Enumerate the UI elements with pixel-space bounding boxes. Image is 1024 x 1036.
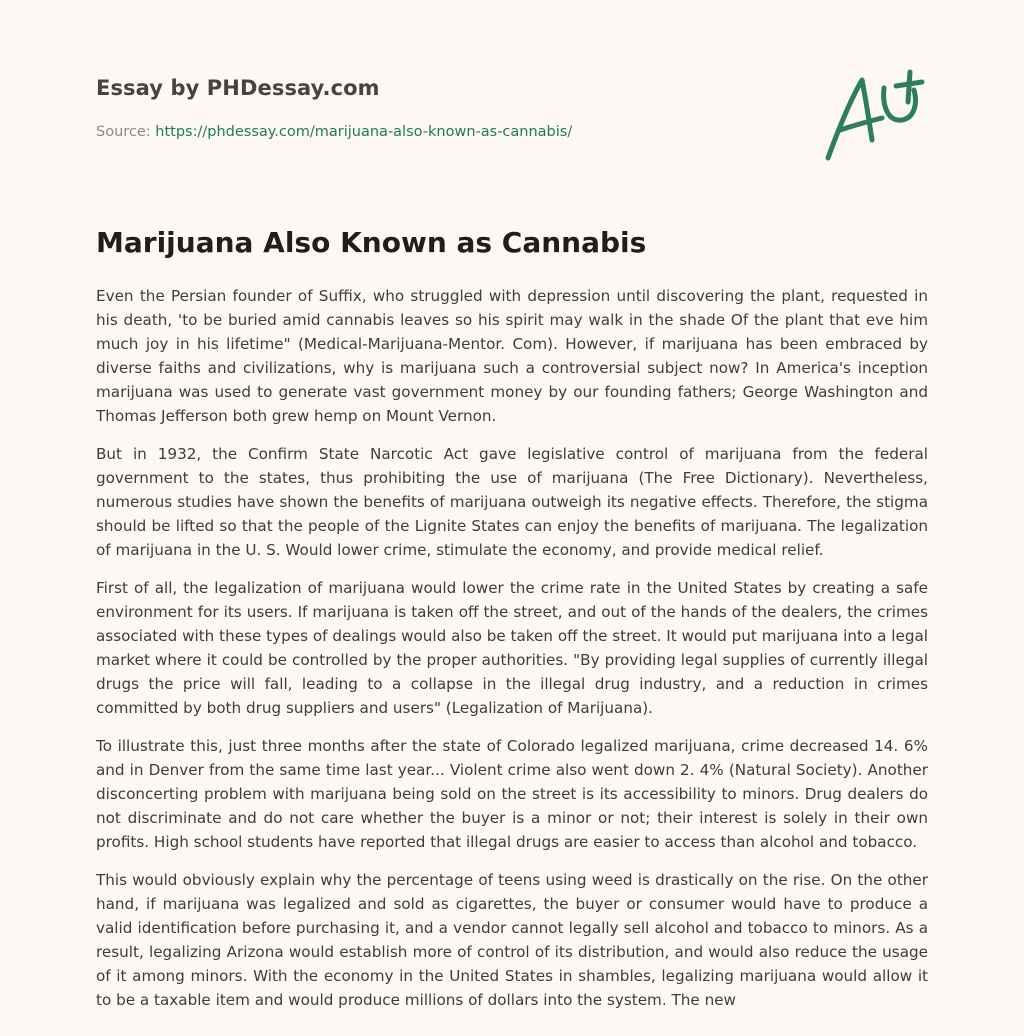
source-link[interactable]: https://phdessay.com/marijuana-also-known-as-cannabis/ (155, 124, 573, 140)
essay-paragraph: This would obviously explain why the percentage of teens using weed is drastically on the rise. On the other hand, if marijuana was legalized and sold as cigarettes, the buyer or consumer would have to produce a valid identification before purchasing it, and a vendor cannot legally sell alcohol and tobacco to minors. As a result, legalizing Arizona would establish more of control of its distribution, and would also reduce the usage of it among minors. With the economy in the United States in shambles, legalizing marijuana would allow it to be a taxable item and would produce millions of dollars into the system. The new (96, 871, 928, 1009)
source-line (96, 124, 572, 140)
source-label: Source: (96, 124, 151, 140)
essay-paragraph: First of all, the legalization of marijuana would lower the crime rate in the United States by creating a safe environment for its users. If marijuana is taken off the street, and out of the hands of the dealers, the crimes associated with these types of dealings would also be taken off the street. It would put marijuana into a legal market where it could be controlled by the proper authorities. "By providing legal supplies of currently illegal drugs the price will fall, leading to a collapse in the illegal drug industry, and a reduction in crimes committed by both drug suppliers and users" (Legalization of Marijuana). (96, 579, 928, 717)
page-header (96, 0, 928, 200)
site-brand: Essay by PHDessay.com (96, 76, 380, 100)
essay-paragraph: But in 1932, the Confirm State Narcotic Act gave legislative control of marijuana from the federal government to the states, thus prohibiting the use of marijuana (The Free Dictionary). Nevertheless, numerous studies have shown the benefits of marijuana outweigh its negative effects. Therefore, the stigma should be lifted so that the people of the Lignite States can enjoy the benefits of marijuana. The legalization of marijuana in the U. S. Would lower crime, stimulate the economy, and provide medical relief. (96, 445, 928, 559)
essay-body (96, 284, 928, 1026)
essay-title: Marijuana Also Known as Cannabis (96, 226, 647, 259)
a-plus-logo-icon (822, 66, 932, 166)
essay-paragraph: Even the Persian founder of Suffix, who struggled with depression until discovering the plant, requested in his death, 'to be buried amid cannabis leaves so his spirit may walk in the shade Of the plant that eve him much joy in his lifetime" (Medical-Marijuana-Mentor. Com). However, if marijuana has been embraced by diverse faiths and civilizations, why is marijuana such a controversial subject now? In America's inception marijuana was used to generate vast government money by our founding fathers; George Washington and Thomas Jefferson both grew hemp on Mount Vernon. (96, 287, 928, 425)
essay-paragraph: To illustrate this, just three months after the state of Colorado legalized marijuana, crime decreased 14. 6% and in Denver from the same time last year... Violent crime also went down 2. 4% (Natural Society). Another disconcerting problem with marijuana being sold on the street is its accessibility to minors. Drug dealers do not discriminate and do not care whether the buyer is a minor or not; their interest is solely in their own profits. High school students have reported that illegal drugs are easier to access than alcohol and tobacco. (96, 737, 928, 851)
